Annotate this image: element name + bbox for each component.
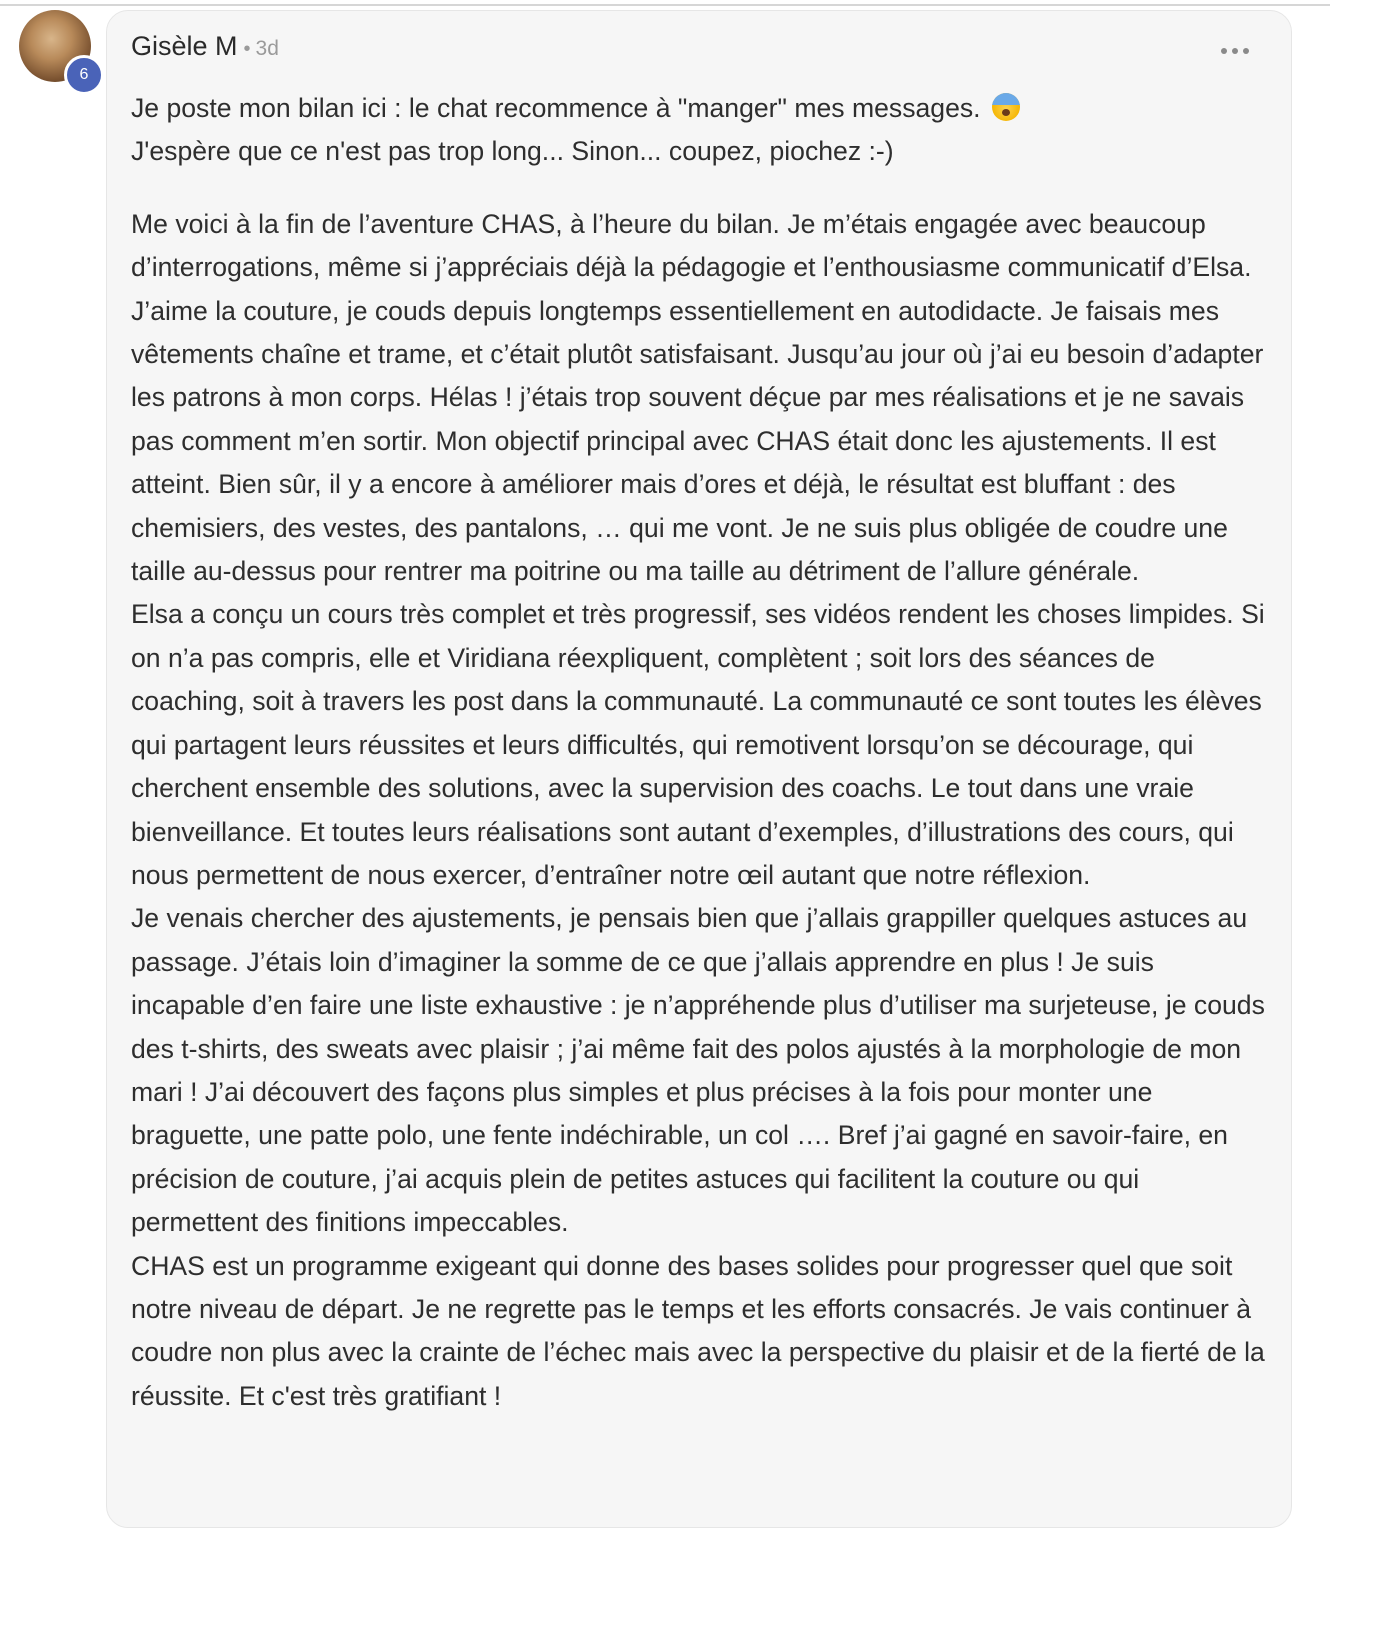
more-dot-icon bbox=[1243, 48, 1249, 54]
level-badge: 6 bbox=[64, 55, 104, 95]
post-body bbox=[131, 87, 1271, 1418]
paragraph-1: Me voici à la fin de l’aventure CHAS, à l’heure du bilan. Je m’étais engagée avec beaucoup d’interrogations, même si j’appréciais déjà la pédagogie et l’enthousiasme communicatif d’Elsa. J’aime la couture, je couds depuis longtemps essentiellement en autodidacte. Je faisais mes vêtements chaîne et trame, et c’était plutôt satisfaisant. Jusqu’au jour où j’ai eu besoin d’adapter les patrons à mon corps. Hélas ! j’étais trop souvent déçue par mes réalisations et je ne savais pas comment m’en sortir. Mon objectif principal avec CHAS était donc les ajustements. Il est atteint. Bien sûr, il y a encore à améliorer mais d’ores et déjà, le résultat est bluffant : des chemisiers, des vestes, des pantalons, … qui me vont. Je ne suis plus obligée de coudre une taille au-dessus pour rentrer ma poitrine ou ma taille au détriment de l’allure générale. bbox=[131, 208, 1271, 587]
more-dot-icon bbox=[1221, 48, 1227, 54]
paragraph-4: CHAS est un programme exigeant qui donne des bases solides pour progresser quel que soit notre niveau de départ. Je ne regrette pas le temps et les efforts consacrés. Je vais continuer à coudre non plus avec la crainte de l’échec mais avec la perspective du plaisir et de la fierté de la réussite. Et c'est très gratifiant ! bbox=[131, 1250, 1273, 1411]
author-name[interactable]: Gisèle M bbox=[131, 31, 238, 61]
post-card bbox=[106, 10, 1292, 1528]
more-dot-icon bbox=[1232, 48, 1238, 54]
paragraph-2: Elsa a conçu un cours très complet et très progressif, ses vidéos rendent les choses limpides. Si on n’a pas compris, elle et Viridiana réexpliquent, complètent ; soit lors des séances de coaching, soit à travers les post dans la communauté. La communauté ce sont toutes les élèves qui partagent leurs réussites et leurs difficultés, qui remotivent lorsqu’on se décourage, qui cherchent ensemble des solutions, avec la supervision des coachs. Le tout dans une vraie bienveillance. Et toutes leurs réalisations sont autant d’exemples, d’illustrations des cours, qui nous permettent de nous exercer, d’entraîner notre œil autant que notre réflexion. bbox=[131, 599, 1273, 890]
paragraph-3: Je venais chercher des ajustements, je pensais bien que j’allais grappiller quelques astuces au passage. J’étais loin d’imaginer la somme de ce que j’allais apprendre en plus ! Je suis incapable d’en faire une liste exhaustive : je n’appréhende plus d’utiliser ma surjeteuse, je couds des t-shirts, des sweats avec plaisir ; j’ai même fait des polos ajustés à la morphologie de mon mari ! J’ai découvert des façons plus simples et plus précises à la fois pour monter une braguette, une patte polo, une fente indéchirable, un col …. Bref j’ai gagné en savoir-faire, en précision de couture, j’ai acquis plein de petites astuces qui facilitent la couture ou qui permettent des finitions impeccables. bbox=[131, 903, 1273, 1238]
anxious-face-emoji-icon bbox=[992, 93, 1020, 121]
more-options-button[interactable] bbox=[1215, 39, 1255, 63]
post-timestamp[interactable]: 3d bbox=[255, 37, 279, 60]
meta-separator: • bbox=[243, 38, 251, 60]
top-divider bbox=[0, 4, 1330, 6]
post-header bbox=[131, 31, 279, 71]
intro-text-1: Je poste mon bilan ici : le chat recommence à "manger" mes messages. bbox=[131, 93, 981, 123]
intro-line-2: J'espère que ce n'est pas trop long... Sinon... coupez, piochez :-) bbox=[131, 136, 894, 167]
author-avatar-container[interactable] bbox=[19, 10, 91, 82]
intro-line-1 bbox=[131, 87, 1271, 130]
